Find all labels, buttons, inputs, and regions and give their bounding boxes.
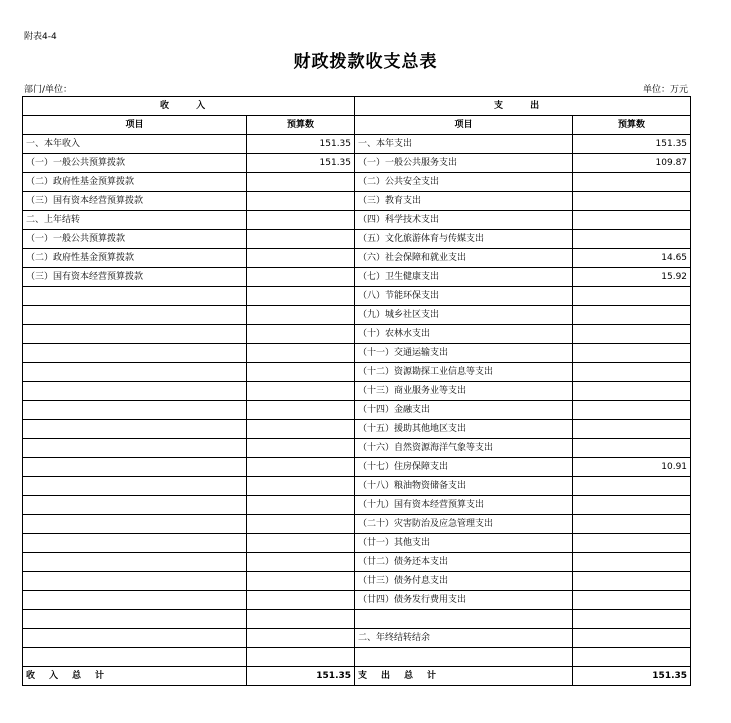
income-item-cell xyxy=(23,401,247,420)
expense-value-cell xyxy=(573,477,691,496)
expense-item-cell: （九）城乡社区支出 xyxy=(355,306,573,325)
table-row xyxy=(23,135,691,154)
table-row xyxy=(23,401,691,420)
income-item-cell xyxy=(23,534,247,553)
expense-value-cell: 109.87 xyxy=(573,154,691,173)
income-item-cell xyxy=(23,420,247,439)
income-value-cell xyxy=(247,629,355,648)
expense-total-label: 支出总计 xyxy=(355,667,573,686)
expense-item-cell: （八）节能环保支出 xyxy=(355,287,573,306)
income-item-cell xyxy=(23,344,247,363)
income-item-cell xyxy=(23,458,247,477)
expense-section-header: 支 出 xyxy=(355,97,691,116)
expense-value-cell: 14.65 xyxy=(573,249,691,268)
income-value-cell xyxy=(247,534,355,553)
income-item-cell xyxy=(23,325,247,344)
table-row xyxy=(23,477,691,496)
expense-value-cell xyxy=(573,553,691,572)
expense-item-cell: （廿三）债务付息支出 xyxy=(355,572,573,591)
income-value-cell xyxy=(247,496,355,515)
income-item-cell xyxy=(23,572,247,591)
table-row xyxy=(23,230,691,249)
expense-value-cell xyxy=(573,648,691,667)
expense-value-cell xyxy=(573,439,691,458)
income-value-cell xyxy=(247,553,355,572)
income-value-cell: 151.35 xyxy=(247,135,355,154)
income-value-cell xyxy=(247,458,355,477)
expense-value-cell xyxy=(573,610,691,629)
income-item-cell xyxy=(23,591,247,610)
expense-item-cell: （十四）金融支出 xyxy=(355,401,573,420)
expense-item-cell: （五）文化旅游体育与传媒支出 xyxy=(355,230,573,249)
section-header-row xyxy=(23,97,691,116)
expense-budget-header: 预算数 xyxy=(573,116,691,135)
income-value-cell xyxy=(247,268,355,287)
expense-item-cell: （十）农林水支出 xyxy=(355,325,573,344)
expense-item-cell: （二）公共安全支出 xyxy=(355,173,573,192)
table-row xyxy=(23,496,691,515)
income-item-cell xyxy=(23,610,247,629)
income-item-cell xyxy=(23,629,247,648)
expense-item-cell: （七）卫生健康支出 xyxy=(355,268,573,287)
table-row xyxy=(23,591,691,610)
income-item-cell: （二）政府性基金预算拨款 xyxy=(23,173,247,192)
income-value-cell xyxy=(247,230,355,249)
expense-item-cell: （四）科学技术支出 xyxy=(355,211,573,230)
expense-item-cell: （十八）粮油物资储备支出 xyxy=(355,477,573,496)
income-total-label: 收入总计 xyxy=(23,667,247,686)
income-item-header: 项目 xyxy=(23,116,247,135)
income-item-cell: （二）政府性基金预算拨款 xyxy=(23,249,247,268)
expense-value-cell xyxy=(573,325,691,344)
expense-value-cell xyxy=(573,629,691,648)
expense-item-cell: （廿四）债务发行费用支出 xyxy=(355,591,573,610)
column-header-row xyxy=(23,116,691,135)
table-row xyxy=(23,382,691,401)
income-item-cell xyxy=(23,363,247,382)
table-row xyxy=(23,363,691,382)
income-item-cell xyxy=(23,306,247,325)
income-value-cell xyxy=(247,648,355,667)
income-value-cell xyxy=(247,382,355,401)
income-budget-header: 预算数 xyxy=(247,116,355,135)
income-item-cell: 二、上年结转 xyxy=(23,211,247,230)
income-value-cell xyxy=(247,572,355,591)
expense-value-cell: 151.35 xyxy=(573,135,691,154)
income-item-cell: （一）一般公共预算拨款 xyxy=(23,230,247,249)
expense-item-cell: （廿二）债务还本支出 xyxy=(355,553,573,572)
expense-item-cell: （十五）援助其他地区支出 xyxy=(355,420,573,439)
income-item-cell: 一、本年收入 xyxy=(23,135,247,154)
table-row xyxy=(23,553,691,572)
expense-value-cell xyxy=(573,534,691,553)
table-row xyxy=(23,534,691,553)
expense-value-cell xyxy=(573,287,691,306)
expense-item-cell xyxy=(355,648,573,667)
table-row xyxy=(23,211,691,230)
expense-value-cell xyxy=(573,192,691,211)
expense-item-cell: （十六）自然资源海洋气象等支出 xyxy=(355,439,573,458)
table-row xyxy=(23,458,691,477)
unit-label: 单位：万元 xyxy=(642,85,688,95)
income-item-cell xyxy=(23,648,247,667)
expense-value-cell xyxy=(573,382,691,401)
income-item-cell: （三）国有资本经营预算拨款 xyxy=(23,192,247,211)
expense-value-cell xyxy=(573,496,691,515)
expense-item-cell: 二、年终结转结余 xyxy=(355,629,573,648)
income-section-header: 收 入 xyxy=(23,97,355,116)
expense-value-cell xyxy=(573,230,691,249)
income-item-cell xyxy=(23,287,247,306)
income-value-cell xyxy=(247,287,355,306)
page-title: 财政拨款收支总表 xyxy=(293,52,438,72)
table-row xyxy=(23,306,691,325)
expense-item-cell: （二十）灾害防治及应急管理支出 xyxy=(355,515,573,534)
income-item-cell xyxy=(23,515,247,534)
income-value-cell xyxy=(247,610,355,629)
income-value-cell xyxy=(247,249,355,268)
expense-item-cell: （十一）交通运输支出 xyxy=(355,344,573,363)
table-row xyxy=(23,154,691,173)
expense-value-cell: 10.91 xyxy=(573,458,691,477)
expense-value-cell xyxy=(573,591,691,610)
totals-row xyxy=(23,667,691,686)
table-row xyxy=(23,325,691,344)
income-total-value: 151.35 xyxy=(247,667,355,686)
table-row xyxy=(23,192,691,211)
income-value-cell xyxy=(247,344,355,363)
expense-total-value: 151.35 xyxy=(573,667,691,686)
income-item-cell: （三）国有资本经营预算拨款 xyxy=(23,268,247,287)
table-row xyxy=(23,648,691,667)
income-value-cell xyxy=(247,363,355,382)
expense-item-cell: （十二）资源勘探工业信息等支出 xyxy=(355,363,573,382)
expense-item-header: 项目 xyxy=(355,116,573,135)
expense-item-cell: （十三）商业服务业等支出 xyxy=(355,382,573,401)
income-item-cell xyxy=(23,553,247,572)
income-item-cell xyxy=(23,439,247,458)
expense-value-cell xyxy=(573,515,691,534)
expense-value-cell: 15.92 xyxy=(573,268,691,287)
expense-item-cell: （六）社会保障和就业支出 xyxy=(355,249,573,268)
income-value-cell xyxy=(247,515,355,534)
expense-item-cell xyxy=(355,610,573,629)
expense-value-cell xyxy=(573,344,691,363)
income-item-cell xyxy=(23,477,247,496)
income-value-cell xyxy=(247,325,355,344)
expense-value-cell xyxy=(573,363,691,382)
expense-value-cell xyxy=(573,401,691,420)
expense-item-cell: （三）教育支出 xyxy=(355,192,573,211)
annex-number: 附表4-4 xyxy=(24,32,57,42)
income-item-cell xyxy=(23,382,247,401)
income-value-cell xyxy=(247,306,355,325)
expense-item-cell: （十九）国有资本经营预算支出 xyxy=(355,496,573,515)
expense-item-cell: （十七）住房保障支出 xyxy=(355,458,573,477)
table-row xyxy=(23,515,691,534)
budget-summary-table xyxy=(22,96,691,686)
table-row xyxy=(23,420,691,439)
department-label: 部门/单位： xyxy=(24,85,73,95)
table-row xyxy=(23,439,691,458)
income-value-cell xyxy=(247,211,355,230)
expense-value-cell xyxy=(573,572,691,591)
table-row xyxy=(23,629,691,648)
income-value-cell: 151.35 xyxy=(247,154,355,173)
income-value-cell xyxy=(247,192,355,211)
income-value-cell xyxy=(247,439,355,458)
expense-value-cell xyxy=(573,173,691,192)
income-value-cell xyxy=(247,401,355,420)
income-item-cell: （一）一般公共预算拨款 xyxy=(23,154,247,173)
expense-value-cell xyxy=(573,211,691,230)
table-row xyxy=(23,344,691,363)
table-row xyxy=(23,268,691,287)
income-value-cell xyxy=(247,477,355,496)
expense-item-cell: 一、本年支出 xyxy=(355,135,573,154)
income-item-cell xyxy=(23,496,247,515)
income-value-cell xyxy=(247,173,355,192)
table-row xyxy=(23,610,691,629)
table-row xyxy=(23,287,691,306)
table-row xyxy=(23,173,691,192)
table-row xyxy=(23,249,691,268)
table-row xyxy=(23,572,691,591)
expense-item-cell: （廿一）其他支出 xyxy=(355,534,573,553)
income-value-cell xyxy=(247,420,355,439)
expense-value-cell xyxy=(573,306,691,325)
income-value-cell xyxy=(247,591,355,610)
expense-item-cell: （一）一般公共服务支出 xyxy=(355,154,573,173)
expense-value-cell xyxy=(573,420,691,439)
